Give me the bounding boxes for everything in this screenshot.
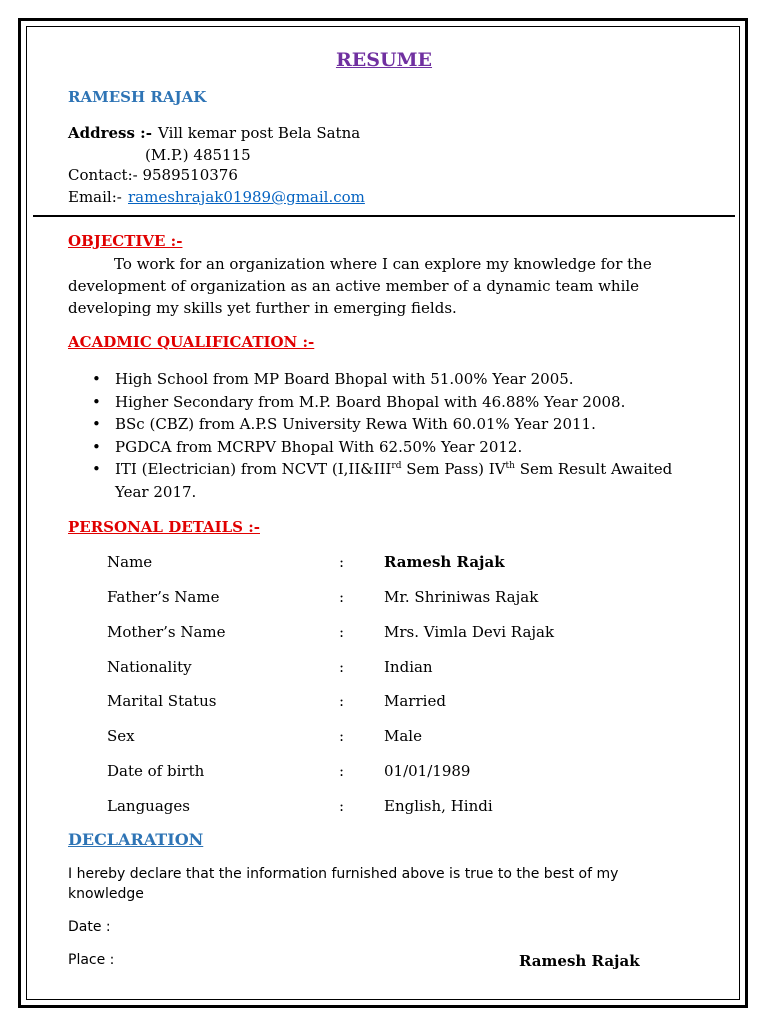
address-line-1: Vill kemar post Bela Satna: [158, 124, 361, 142]
resume-title: RESUME: [335, 49, 433, 71]
personal-details-heading: PERSONAL DETAILS :-: [68, 518, 260, 536]
personal-row-father: Father’s Name : Mr. Shriniwas Rajak: [107, 588, 539, 606]
academic-item: • BSc (CBZ) from A.P.S University Rewa With 60.01% Year 2011.: [92, 415, 596, 433]
header-divider: [33, 215, 735, 217]
contact-number: Contact:- 9589510376: [68, 166, 238, 184]
academic-item: • ITI (Electrician) from NCVT (I,II&IIIrd Sem Pass) IVth Sem Result Awaited Year 2017.: [92, 460, 673, 501]
email-link[interactable]: rameshrajak01989@gmail.com: [128, 188, 365, 206]
address-label: Address :-: [68, 124, 152, 142]
academic-item: • PGDCA from MCRPV Bhopal With 62.50% Year 2012.: [92, 437, 523, 456]
academic-item: • High School from MP Board Bhopal with 51.00% Year 2005.: [92, 370, 574, 388]
objective-text: [68, 253, 688, 319]
declaration-text: I hereby declare that the information furnished above is true to the best of my knowledge: [68, 866, 619, 902]
academic-list: [88, 368, 698, 503]
objective-heading: OBJECTIVE :-: [68, 232, 183, 250]
date-label: Date :: [68, 919, 111, 935]
personal-row-marital: Marital Status : Married: [107, 692, 446, 710]
personal-row-sex: Sex : Male: [107, 727, 422, 745]
academic-heading: ACADMIC QUALIFICATION :-: [68, 333, 315, 351]
candidate-name: RAMESH RAJAK: [68, 88, 207, 106]
objective-body: To work for an organization where I can explore my knowledge for the development of organization as an active member of a dynamic team while developing my skills yet further in emerging fields.: [68, 255, 652, 317]
place-label: Place :: [68, 952, 115, 968]
academic-item: • Higher Secondary from M.P. Board Bhopal with 46.88% Year 2008.: [92, 392, 626, 411]
signature-name: Ramesh Rajak: [519, 952, 640, 970]
personal-row-nationality: Nationality : Indian: [107, 658, 433, 676]
personal-row-languages: Languages : English, Hindi: [107, 797, 493, 815]
address-line-2: (M.P.) 485115: [145, 146, 251, 164]
email-label: Email:-: [68, 188, 122, 206]
personal-row-name: Name : Ramesh Rajak: [107, 553, 505, 571]
declaration-heading: DECLARATION: [68, 830, 204, 849]
personal-row-mother: Mother’s Name : Mrs. Vimla Devi Rajak: [107, 623, 555, 641]
personal-row-dob: Date of birth : 01/01/1989: [107, 762, 471, 780]
